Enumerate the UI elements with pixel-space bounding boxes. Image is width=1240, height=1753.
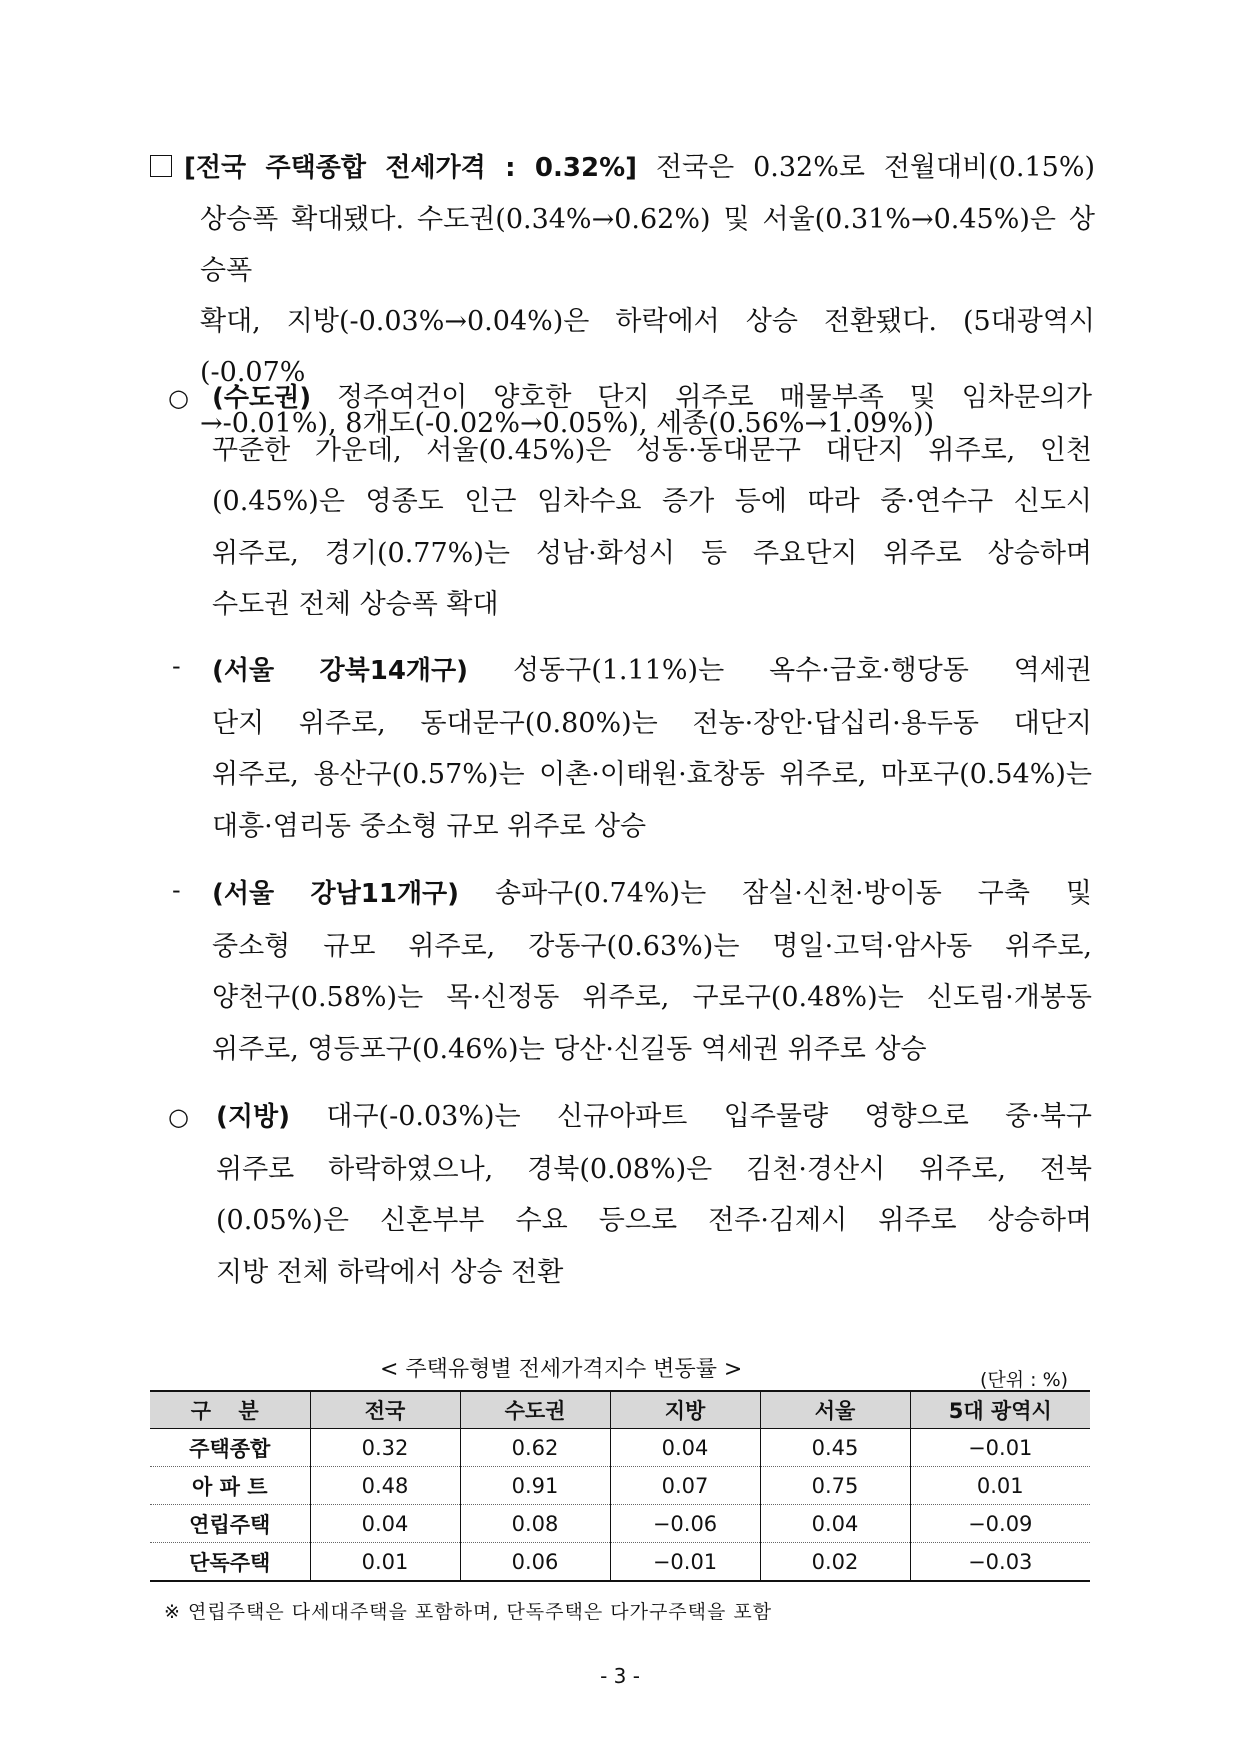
section-text: 정주여건이 양호한 단지 위주로 매물부족 및 임차문의가 [311,382,1092,413]
section-line: 지방 전체 하락에서 상승 전환 [216,1256,564,1288]
checkbox-square-icon [150,155,172,177]
row-label: 단독주택 [150,1543,310,1582]
section-text: 대구(-0.03%)는 신규아파트 입주물량 영향으로 중·북구 [290,1101,1092,1132]
section-heading: (서울 강남11개구) [212,879,460,909]
row-label: 아 파 트 [150,1467,310,1505]
table-row [150,1543,1090,1582]
column-header: 서울 [760,1391,910,1429]
table-cell: 0.01 [910,1467,1090,1505]
table-cell: 0.48 [310,1467,460,1505]
table-cell: 0.01 [310,1543,460,1582]
lead-first-text: 전국은 0.32%로 전월대비(0.15%) [637,152,1096,183]
section-first-line [216,1091,1092,1144]
section-text: 성동구(1.11%)는 옥수·금호·행당동 역세권 [468,655,1092,686]
page-number: - 3 - [600,1664,640,1688]
column-header: 구 분 [150,1391,310,1429]
table-row [150,1505,1090,1543]
section-heading: (수도권) [212,383,312,413]
table-title: < 주택유형별 전세가격지수 변동률 > [380,1357,743,1382]
section-line: 단지 위주로, 동대문구(0.80%)는 전농·장안·답십리·용두동 대단지 [212,707,1092,739]
table-cell: 0.04 [610,1429,760,1467]
table-cell: 0.02 [760,1543,910,1582]
table-cell: 0.62 [460,1429,610,1467]
dash-bullet-icon: - [172,876,181,904]
lead-line: 상승폭 확대됐다. 수도권(0.34%→0.62%) 및 서울(0.31%→0.45%)은 상승폭 [200,204,1095,286]
jeonse-change-table [150,1390,1090,1582]
row-label: 주택종합 [150,1429,310,1467]
column-header: 전국 [310,1391,460,1429]
section-line: 위주로, 용산구(0.57%)는 이촌·이태원·효창동 위주로, 마포구(0.54%)는 [212,759,1092,790]
section-line: 꾸준한 가운데, 서울(0.45%)은 성동·동대문구 대단지 위주로, 인천 [212,434,1092,466]
section-line: 위주로, 경기(0.77%)는 성남·화성시 등 주요단지 위주로 상승하며 [212,537,1092,569]
column-header: 5대 광역시 [910,1391,1090,1429]
section-provinces [216,1091,1092,1298]
column-header: 지방 [610,1391,760,1429]
table-cell: −0.06 [610,1505,760,1543]
section-first-line [212,645,1092,698]
lead-line: →-0.01%), 8개도(-0.02%→0.05%), 세종(0.56%→1.09%)) [200,408,935,439]
section-line: 중소형 규모 위주로, 강동구(0.63%)는 명일·고덕·암사동 위주로, [212,930,1092,962]
section-line: (0.05%)은 신혼부부 수요 등으로 전주·김제시 위주로 상승하며 [216,1205,1092,1236]
table-header-row [150,1391,1090,1429]
table-cell: −0.01 [910,1429,1090,1467]
table-cell: 0.75 [760,1467,910,1505]
section-line: 위주로, 영등포구(0.46%)는 당산·신길동 역세권 위주로 상승 [212,1033,927,1065]
column-header: 수도권 [460,1391,610,1429]
section-text: 송파구(0.74%)는 잠실·신천·방이동 구축 및 [459,878,1092,909]
section-line: 양천구(0.58%)는 목·신정동 위주로, 구로구(0.48%)는 신도림·개봉동 [212,982,1092,1013]
lead-heading: [전국 주택종합 전세가격 : 0.32%] [184,153,638,183]
footnote: ※ 연립주택은 다세대주택을 포함하며, 단독주택은 다가구주택을 포함 [164,1601,773,1623]
lead-line: 확대, 지방(-0.03%→0.04%)은 하락에서 상승 전환됐다. (5대광역시(-0.07% [200,306,1095,388]
circle-bullet-icon: ○ [168,384,189,412]
section-line: 대흥·염리동 중소형 규모 위주로 상승 [212,810,647,842]
table-cell: −0.03 [910,1543,1090,1582]
table-cell: 0.06 [460,1543,610,1582]
section-line: 수도권 전체 상승폭 확대 [212,589,499,620]
lead-first-line [150,142,1095,194]
section-heading: (지방) [216,1102,290,1132]
table-cell: 0.91 [460,1467,610,1505]
table-cell: −0.01 [610,1543,760,1582]
section-seoul-gangnam [212,868,1092,1075]
table-cell: 0.08 [460,1505,610,1543]
section-line: (0.45%)은 영종도 인근 임차수요 증가 등에 따라 중·연수구 신도시 [212,486,1092,517]
table-cell: 0.32 [310,1429,460,1467]
section-seoul-gangbuk [212,645,1092,852]
table-cell: 0.45 [760,1429,910,1467]
table-row [150,1429,1090,1467]
section-first-line [212,372,1092,425]
table-cell: −0.09 [910,1505,1090,1543]
section-first-line [212,868,1092,921]
table-cell: 0.04 [310,1505,460,1543]
table-row [150,1467,1090,1505]
row-label: 연립주택 [150,1505,310,1543]
dash-bullet-icon: - [172,652,181,680]
table-cell: 0.04 [760,1505,910,1543]
section-line: 위주로 하락하였으나, 경북(0.08%)은 김천·경산시 위주로, 전북 [216,1153,1092,1185]
circle-bullet-icon: ○ [168,1103,189,1131]
table-cell: 0.07 [610,1467,760,1505]
table-unit: (단위 : %) [980,1369,1069,1391]
section-capital-area [212,372,1092,631]
section-heading: (서울 강북14개구) [212,656,469,686]
